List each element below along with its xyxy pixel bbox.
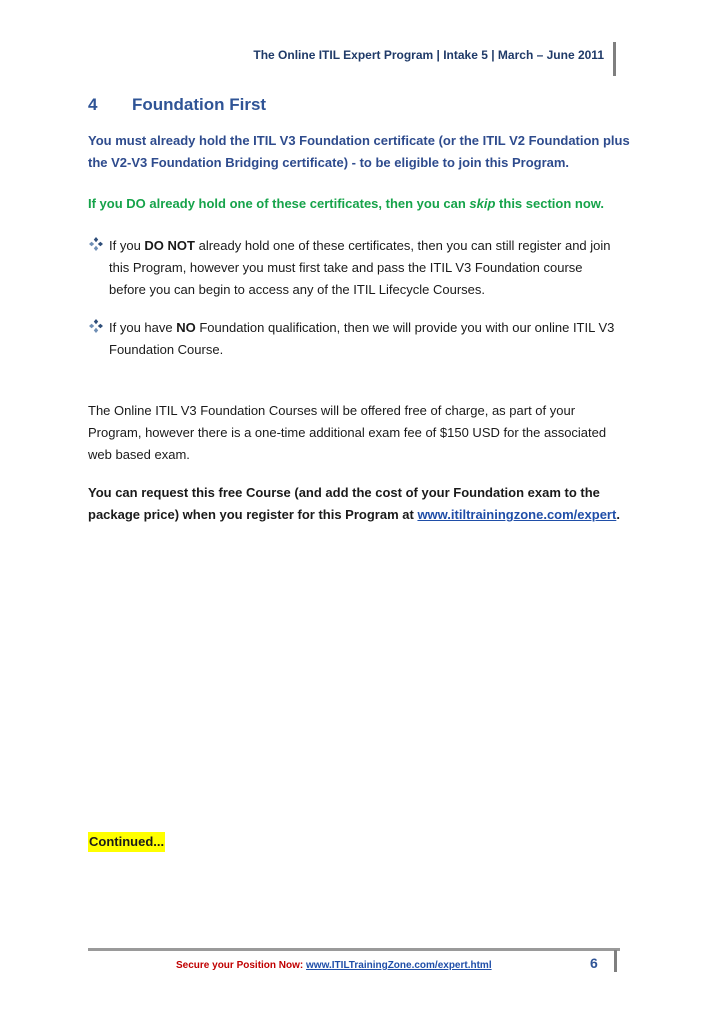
section-title: Foundation First	[132, 95, 267, 114]
eligibility-line-2: the V2-V3 Foundation Bridging certificate) - to be eligible to join this Program.	[88, 155, 570, 170]
footer-link[interactable]: www.ITILTrainingZone.com/expert.html	[306, 960, 492, 971]
bullet-prefix: If you have	[109, 320, 177, 335]
bullet-line-2: this Program, however you must first take and pass the ITIL V3 Foundation course	[109, 260, 583, 275]
request-line-1: You can request this free Course (and add the cost of your Foundation exam to the	[88, 485, 600, 500]
skip-note-after: this section now.	[495, 196, 605, 211]
section-number: 4	[88, 95, 98, 114]
bullet-emphasis: NO	[176, 320, 196, 335]
header-divider	[613, 42, 616, 76]
bullet-line-1	[109, 235, 640, 257]
request-line-2-before: package price) when you register for this Program at	[88, 507, 418, 522]
bullet-text	[109, 235, 640, 301]
request-line-2-after: .	[616, 507, 620, 522]
fee-line-3: web based exam.	[88, 447, 190, 462]
bullet-line-3: before you can begin to access any of the ITIL Lifecycle Courses.	[109, 282, 486, 297]
skip-note-before: If you DO already hold one of these certificates, then you can	[88, 196, 470, 211]
bullet-item-no-foundation	[88, 317, 640, 361]
bullet-line-1-rest: already hold one of these certificates, then you can still register and join	[194, 238, 611, 253]
request-paragraph	[88, 482, 636, 526]
bullet-emphasis: DO NOT	[144, 238, 195, 253]
eligibility-paragraph	[88, 130, 636, 174]
bullet-prefix: If you	[109, 238, 145, 253]
continued-label: Continued...	[88, 832, 165, 852]
bullet-line-1	[109, 317, 640, 339]
fee-line-1: The Online ITIL V3 Foundation Courses will be offered free of charge, as part of your	[88, 403, 576, 418]
expert-program-link[interactable]: www.itiltrainingzone.com/expert	[417, 507, 617, 522]
fee-line-2: Program, however there is a one-time additional exam fee of $150 USD for the associated	[88, 425, 607, 440]
bullet-item-no-certificate	[88, 235, 640, 301]
bullet-line-1-rest: Foundation qualification, then we will provide you with our online ITIL V3	[195, 320, 615, 335]
footer-page-bar	[614, 950, 617, 972]
eligibility-line-1: You must already hold the ITIL V3 Foundation certificate (or the ITIL V2 Foundation plus	[88, 133, 630, 148]
skip-note	[88, 193, 636, 215]
header-title: The Online ITIL Expert Program | Intake 5 | March – June 2011	[253, 48, 604, 62]
page-number: 6	[590, 955, 598, 971]
request-line-2	[88, 504, 636, 526]
footer-label: Secure your Position Now:	[176, 960, 307, 971]
diamond-bullet-icon	[88, 236, 104, 252]
page-header	[88, 40, 616, 76]
footer-divider	[88, 948, 620, 951]
skip-emphasis: skip	[469, 196, 496, 211]
bullet-text	[109, 317, 640, 361]
diamond-bullet-icon	[88, 318, 104, 334]
bullet-line-2: Foundation Course.	[109, 342, 224, 357]
section-heading	[88, 95, 266, 115]
footer-note	[176, 960, 492, 971]
fee-paragraph	[88, 400, 636, 466]
